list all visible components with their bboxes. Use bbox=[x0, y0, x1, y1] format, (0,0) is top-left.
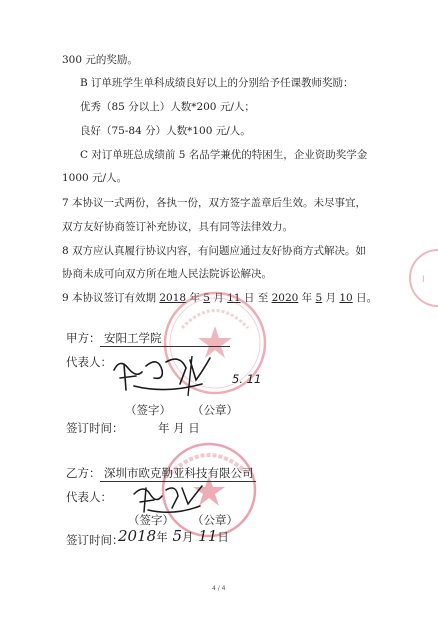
end-day: 10 bbox=[339, 292, 353, 304]
party-b-signature bbox=[128, 480, 208, 516]
month-char: 月 bbox=[325, 292, 337, 304]
svg-text:Ⅰ: Ⅰ bbox=[422, 275, 425, 285]
party-b-rep-label: 代表人： bbox=[66, 490, 112, 504]
party-b-sign-note: （签字） bbox=[128, 513, 174, 527]
party-b-date-label: 签订时间： bbox=[66, 533, 124, 547]
edge-seal-fragment bbox=[400, 248, 438, 308]
to-char: 至 bbox=[257, 292, 269, 304]
clause-prefix: 9 本协议签订有效期 bbox=[62, 292, 157, 304]
party-a-name: 安阳工学院 bbox=[104, 331, 162, 345]
page-number: 4 / 4 bbox=[212, 585, 226, 592]
day-char: 日 bbox=[243, 292, 255, 304]
end-month: 5 bbox=[315, 292, 323, 304]
text-line: 7 本协议一式两份，各执一份，双方签字盖章后生效。未尽事宜， bbox=[62, 197, 367, 209]
text-line: B 订单班学生单科成绩良好以上的分别给予任课教师奖励： bbox=[80, 77, 354, 89]
month-char: 月 bbox=[213, 292, 224, 304]
party-a-seal-note: （公章） bbox=[192, 403, 238, 417]
year-char: 年 bbox=[189, 292, 200, 304]
party-b-seal-note: （公章） bbox=[192, 513, 238, 527]
date-month: 5 bbox=[172, 527, 183, 545]
party-a-rep-label: 代表人： bbox=[66, 355, 112, 369]
text-line: 1000 元/人。 bbox=[62, 172, 128, 184]
text-line: 300 元的奖励。 bbox=[62, 54, 138, 66]
party-a-label: 甲方： bbox=[66, 331, 101, 345]
text-line: 双方友好协商签订补充协议，具有同等法律效力。 bbox=[62, 221, 293, 233]
text-line: 良好（75-84 分）人数*100 元/人。 bbox=[80, 125, 251, 137]
start-year: 2018 bbox=[159, 292, 187, 304]
year-char: 年 bbox=[156, 530, 168, 544]
date-year: 2018 bbox=[118, 527, 157, 545]
day-char: 日 bbox=[217, 530, 229, 544]
date-day: 11 bbox=[198, 527, 218, 545]
text-line: 协商未成可向双方所在地人民法院诉讼解决。 bbox=[62, 268, 272, 280]
party-a-date-scrawl: 5. 11 bbox=[232, 372, 262, 386]
day-char: 日。 bbox=[356, 292, 378, 304]
party-a-sign-note: （签字） bbox=[125, 403, 171, 417]
party-b-date bbox=[118, 527, 229, 545]
start-day: 11 bbox=[227, 292, 241, 304]
party-b-name: 深圳市欧克勒亚科技有限公司 bbox=[104, 466, 254, 480]
year-char: 年 bbox=[301, 292, 313, 304]
party-a-signature bbox=[106, 350, 216, 400]
month-char: 月 bbox=[182, 530, 194, 544]
start-month: 5 bbox=[203, 292, 210, 304]
text-line: 优秀（85 分以上）人数*200 元/人； bbox=[80, 101, 255, 113]
end-year: 2020 bbox=[271, 292, 299, 304]
party-b-label: 乙方： bbox=[66, 466, 101, 480]
party-a-date-label: 签订时间： bbox=[66, 421, 124, 435]
text-line: C 对订单班总成绩前 5 名品学兼优的特困生，企业资助奖学金 bbox=[80, 149, 368, 161]
party-a-name-rule bbox=[100, 346, 230, 347]
text-line: 8 双方应认真履行协议内容，有问题应通过友好协商方式解决。如 bbox=[62, 245, 367, 257]
party-a-date: 年 月 日 bbox=[158, 421, 200, 435]
